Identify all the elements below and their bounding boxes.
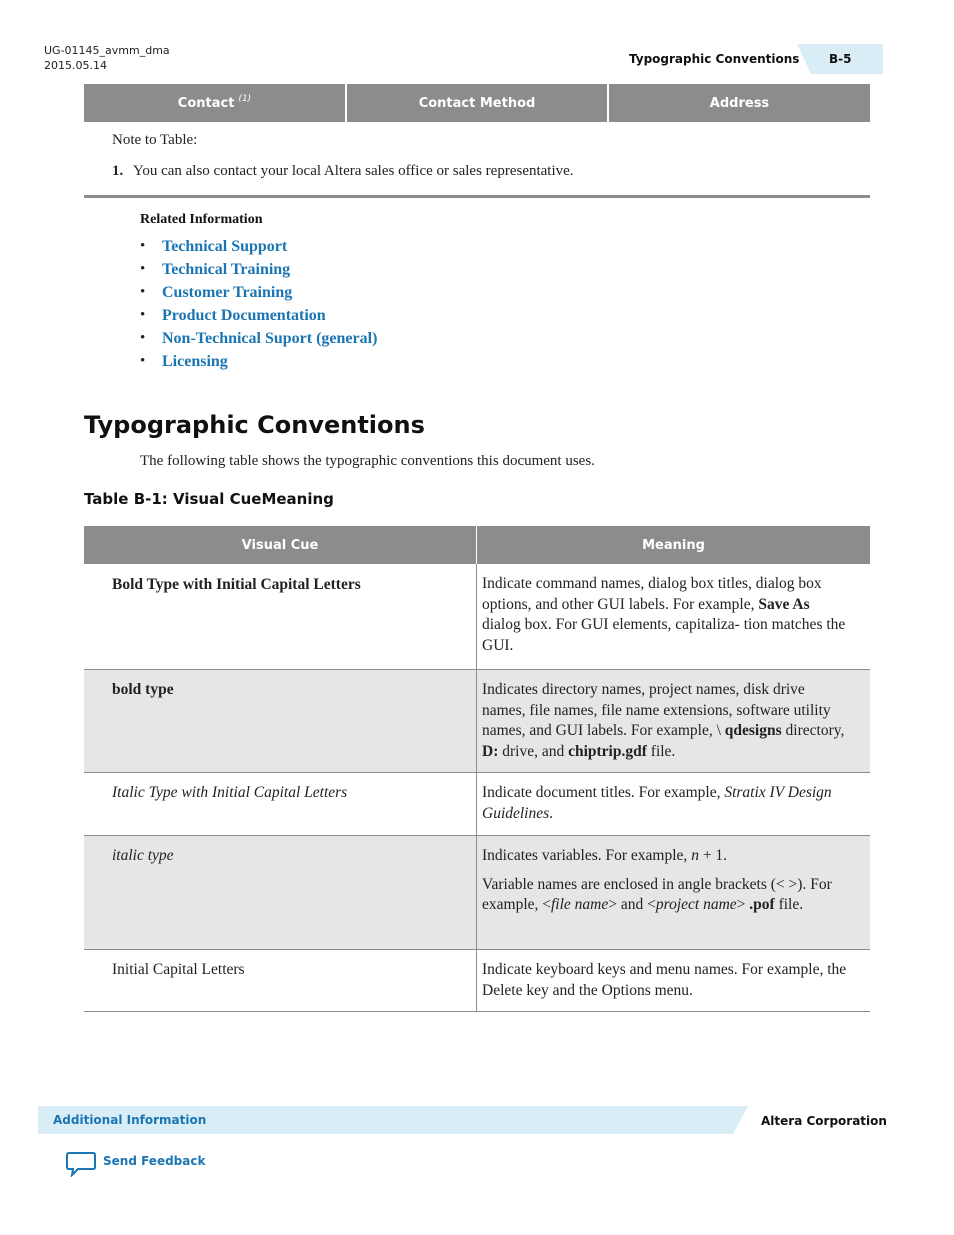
note-title: Note to Table: [112,132,198,148]
visual-cue-header: Visual Cue [84,526,477,564]
bullet: • [140,353,146,369]
related-link-item [140,353,377,376]
header-section-title: Typographic Conventions [629,52,800,66]
cue-text: bold type [112,681,174,698]
document-id: UG-01145_avmm_dma [44,44,170,57]
related-link-item [140,261,377,284]
link-product-documentation[interactable]: Product Documentation [162,307,326,324]
contact-column-label: Contact [177,95,235,111]
conventions-table [84,526,870,1012]
table-caption: Table B-1: Visual CueMeaning [84,490,334,508]
bullet: • [140,330,146,346]
section-heading: Typographic Conventions [84,411,425,439]
meaning-text: Indicates variables. For example, [482,847,692,864]
cue-text: italic type [112,847,174,864]
meaning-text: directory, [781,722,845,739]
link-technical-training[interactable]: Technical Training [162,261,291,278]
page-number: B-5 [829,52,852,66]
note-item [112,163,574,180]
footer-company: Altera Corporation [761,1114,887,1128]
related-link-item [140,238,377,261]
address-column-header: Address [609,84,870,122]
related-link-item [140,307,377,330]
bullet: • [140,238,146,254]
table-row [84,950,870,1012]
contact-method-column-header: Contact Method [347,84,607,122]
link-technical-support[interactable]: Technical Support [162,238,288,255]
visual-cue-cell [84,773,477,835]
meaning-text: + 1. [698,847,728,864]
meaning-text: . [549,804,554,822]
table-header-row [84,526,870,564]
cue-text: Italic Type with Initial Capital Letters [112,784,348,801]
meaning-bold: chiptrip.gdf [568,742,647,760]
meaning-paragraph [482,875,850,916]
link-customer-training[interactable]: Customer Training [162,284,293,301]
meaning-cell [477,670,870,772]
meaning-italic: project name [655,896,737,913]
note-number: 1. [112,163,124,179]
table-row [84,670,870,773]
meaning-text: Indicates directory names, project names, disk drive names, file names, file name extensions, software utility names, and GUI labels. For example, \ [482,681,831,739]
meaning-bold: qdesigns [724,722,782,739]
visual-cue-cell [84,670,477,772]
meaning-italic: n [691,847,699,864]
meaning-text: Indicate keyboard keys and menu names. For example, the Delete key and the Options menu. [482,961,847,999]
meaning-bold: Save As [758,595,810,613]
speech-bubble-icon[interactable] [66,1151,96,1177]
related-links-list [140,238,377,376]
meaning-paragraph [482,846,850,867]
related-link-item [140,284,377,307]
meaning-text: Indicate document titles. For example, [482,784,725,801]
section-divider [84,195,870,198]
table-row [84,773,870,836]
table-row [84,564,870,670]
related-link-item [140,330,377,353]
meaning-bold: .pof [749,896,775,913]
visual-cue-cell [84,836,477,949]
cue-text: Bold Type with Initial Capital Letters [112,576,361,593]
contact-footnote-ref: (1) [238,94,252,104]
meaning-italic: file name [551,896,609,913]
document-date: 2015.05.14 [44,59,107,72]
meaning-italic: Stratix IV Design Guidelines [482,784,832,822]
footer-section-link[interactable]: Additional Information [53,1113,207,1127]
document-id-block [44,43,170,73]
meaning-text: drive, and [498,742,569,760]
meaning-text: file. [646,742,676,760]
meaning-text: dialog box. For GUI elements, capitaliza- tion matches the GUI. [482,616,846,654]
meaning-text: > [736,896,750,913]
visual-cue-cell [84,950,477,1011]
meaning-cell [477,836,870,949]
link-non-technical-support[interactable]: Non-Technical Suport (general) [162,330,378,347]
meaning-text: Indicate command names, dialog box titles, dialog box options, and other GUI labels. For example, [482,575,822,613]
visual-cue-cell [84,564,477,669]
link-licensing[interactable]: Licensing [162,353,228,370]
note-text: You can also contact your local Altera sales office or sales representative. [133,163,574,179]
send-feedback-link[interactable]: Send Feedback [103,1154,206,1168]
bullet: • [140,284,146,300]
meaning-cell [477,564,870,669]
section-intro: The following table shows the typographic conventions this document uses. [140,453,595,469]
meaning-text: file. [774,896,804,913]
table-row [84,836,870,950]
meaning-text: > and < [608,896,656,913]
meaning-header: Meaning [642,537,705,553]
bullet: • [140,307,146,323]
meaning-cell [477,773,870,835]
related-information-title: Related Information [140,212,263,227]
cue-text: Initial Capital Letters [112,961,245,978]
meaning-cell [477,950,870,1011]
contact-column-header [84,84,345,122]
meaning-text: Variable names are enclosed in angle brackets (< >). For example, < [482,875,832,913]
bullet: • [140,261,146,277]
meaning-bold: D: [482,742,499,760]
